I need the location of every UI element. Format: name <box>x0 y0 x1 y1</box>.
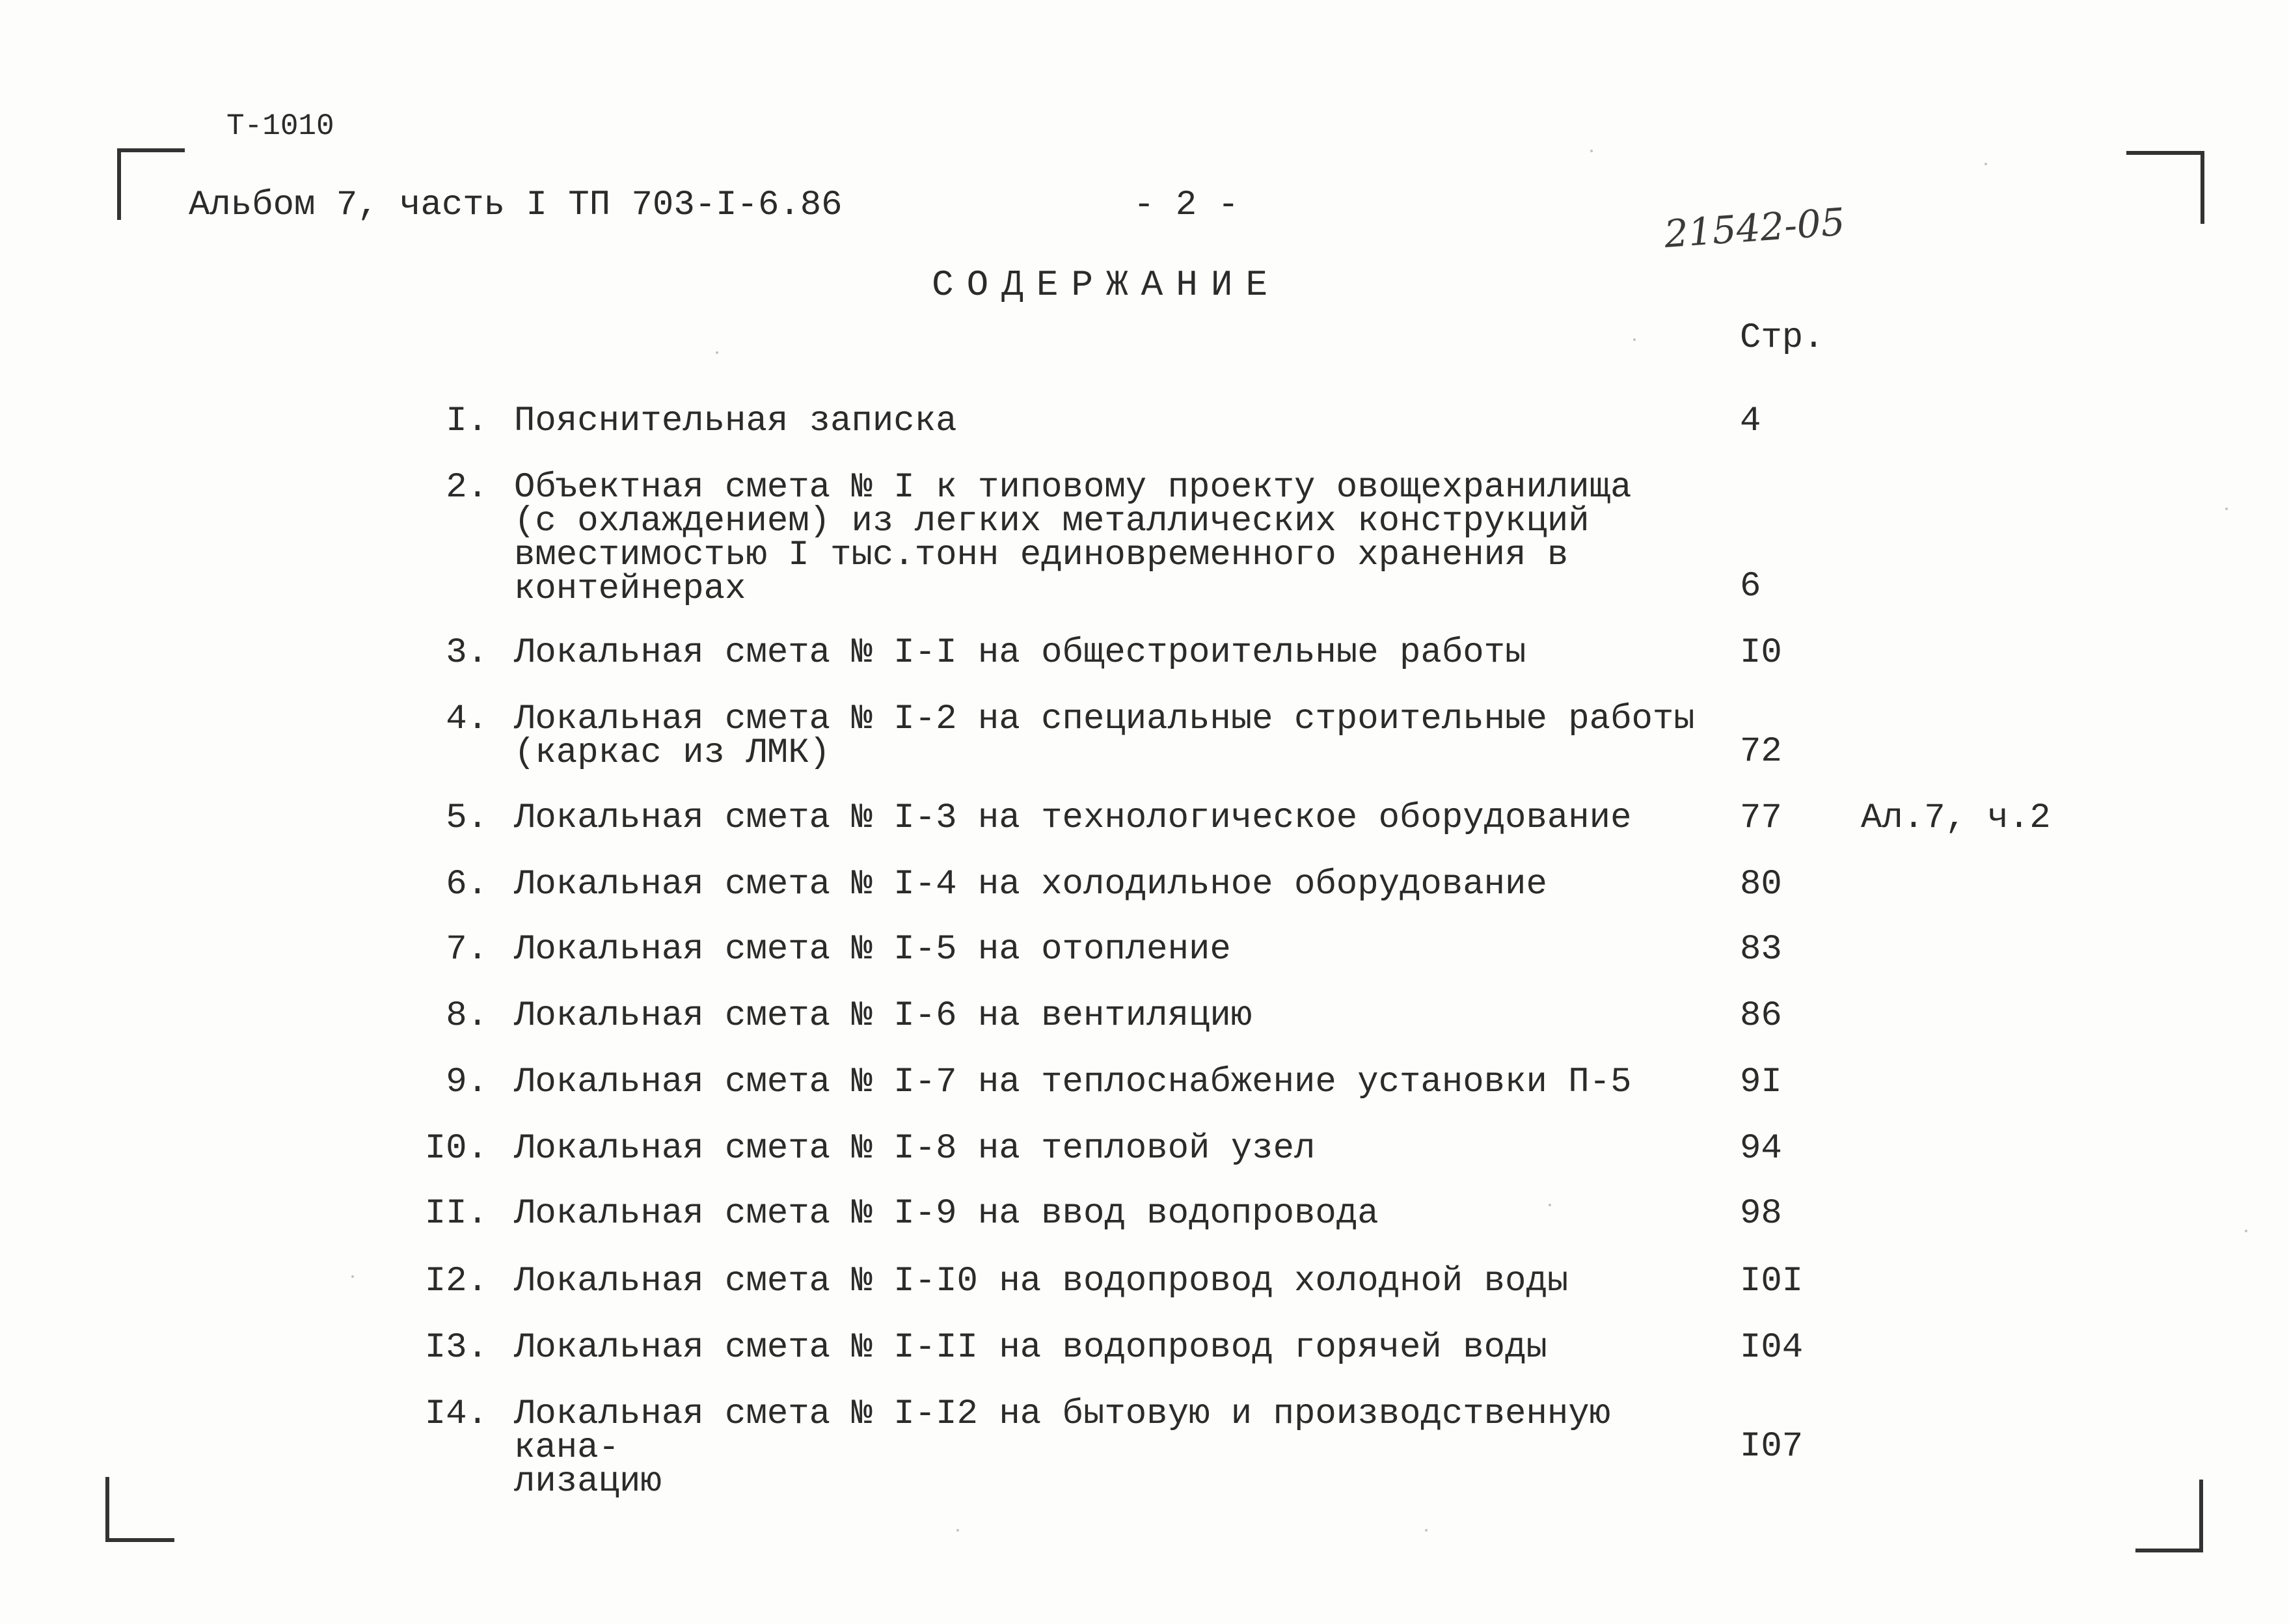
scan-speck <box>956 1529 959 1532</box>
entry-page: I04 <box>1740 1328 1804 1368</box>
page-number: - 2 - <box>1133 185 1239 225</box>
entry-number: I. <box>446 401 488 441</box>
entry-title <box>514 1262 1718 1301</box>
entry-title-line: Локальная смета № I-8 на тепловой узел <box>514 1129 1316 1169</box>
corner-mark-top-right-v <box>2201 151 2204 224</box>
entry-number: 7. <box>446 930 488 969</box>
entry-number: 4. <box>446 699 488 739</box>
entry-title-line: Локальная смета № I-2 на специальные строительные работы <box>514 699 1695 739</box>
entry-title-line: Локальная смета № I-3 на технологическое оборудование <box>514 798 1632 838</box>
scan-speck <box>1984 163 1987 165</box>
scan-speck <box>1549 1204 1551 1206</box>
corner-mark-top-left-v <box>117 148 121 220</box>
entry-number: I4. <box>424 1394 488 1434</box>
entry-title <box>514 633 1718 673</box>
corner-mark-bottom-left-v <box>105 1477 109 1542</box>
scan-speck <box>2225 508 2228 510</box>
entry-title <box>514 1328 1718 1368</box>
entry-title <box>514 1194 1718 1234</box>
entry-page: 94 <box>1740 1129 1782 1169</box>
entry-title-line: вместимостью I тыс.тонн единовременного хранения в <box>514 535 1569 575</box>
corner-mark-bottom-right-v <box>2199 1480 2203 1552</box>
album-line: Альбом 7, часть I ТП 703-I-6.86 <box>189 185 843 225</box>
entry-title <box>514 996 1718 1036</box>
entry-title <box>514 401 1718 441</box>
entry-page: 98 <box>1740 1194 1782 1234</box>
entry-title-line: лизацию <box>514 1462 662 1502</box>
entry-title-line: Локальная смета № I-6 на вентиляцию <box>514 996 1253 1036</box>
entry-page: 4 <box>1740 401 1761 441</box>
entry-page: 80 <box>1740 865 1782 904</box>
entry-title-line: Объектная смета № I к типовому проекту овощехранилища <box>514 468 1632 508</box>
entry-page: 9I <box>1740 1062 1782 1102</box>
entry-page: 86 <box>1740 996 1782 1036</box>
entry-page: I0 <box>1740 633 1782 673</box>
entry-page: 83 <box>1740 930 1782 969</box>
entry-title <box>514 468 1718 609</box>
entry-title <box>514 1062 1718 1102</box>
entry-title-line: (с охлаждением) из легких металлических конструкций <box>514 502 1590 541</box>
scan-speck <box>716 351 718 354</box>
entry-title <box>514 699 1718 773</box>
page-column-header: Стр. <box>1740 318 1824 358</box>
entry-title-line: Локальная смета № I-7 на теплоснабжение установки П-5 <box>514 1062 1632 1102</box>
entry-page: I07 <box>1740 1427 1804 1467</box>
entry-title <box>514 798 1718 838</box>
entry-page: 72 <box>1740 732 1782 772</box>
entry-title <box>514 1394 1718 1502</box>
entry-number: 8. <box>446 996 488 1036</box>
entry-number: 3. <box>446 633 488 673</box>
entry-title-line: Пояснительная записка <box>514 401 957 441</box>
entry-title <box>514 930 1718 969</box>
entry-title-line: Локальная смета № I-4 на холодильное оборудование <box>514 865 1547 904</box>
entry-number: I2. <box>424 1262 488 1301</box>
scan-speck <box>1590 150 1593 152</box>
entry-title-line: Локальная смета № I-II на водопровод горячей воды <box>514 1328 1547 1368</box>
entry-title-line: Локальная смета № I-I2 на бытовую и производственную кана- <box>514 1394 1611 1468</box>
entry-title-line: Локальная смета № I-9 на ввод водопровода <box>514 1194 1379 1234</box>
entry-number: 6. <box>446 865 488 904</box>
entry-title-line: Локальная смета № I-I на общестроительные работы <box>514 633 1526 673</box>
entry-page: I0I <box>1740 1262 1804 1301</box>
entry-note: Ал.7, ч.2 <box>1861 798 2051 838</box>
entry-title <box>514 1129 1718 1169</box>
corner-mark-bottom-left-h <box>105 1538 174 1542</box>
scan-speck <box>351 1275 354 1278</box>
entry-number: 2. <box>446 468 488 508</box>
entry-title-line: Локальная смета № I-I0 на водопровод холодной воды <box>514 1262 1569 1301</box>
page-title: СОДЕРЖАНИЕ <box>932 264 1281 306</box>
corner-mark-top-right-h <box>2126 151 2204 155</box>
scan-speck <box>1633 338 1636 341</box>
document-code: Т-1010 <box>226 109 334 143</box>
entry-title-line: Локальная смета № I-5 на отопление <box>514 930 1231 969</box>
entry-number: I0. <box>424 1129 488 1169</box>
entry-number: II. <box>424 1194 488 1234</box>
entry-title-line: (каркас из ЛМК) <box>514 733 831 773</box>
entry-number: I3. <box>424 1328 488 1368</box>
entry-number: 9. <box>446 1062 488 1102</box>
entry-page: 77 <box>1740 798 1782 838</box>
scan-speck <box>1425 1529 1428 1532</box>
corner-mark-top-left-h <box>117 148 185 152</box>
entry-title <box>514 865 1718 904</box>
corner-mark-bottom-right-h <box>2135 1549 2203 1552</box>
entry-page: 6 <box>1740 567 1761 606</box>
entry-number: 5. <box>446 798 488 838</box>
entry-title-line: контейнерах <box>514 569 746 609</box>
handwritten-number: 21542-05 <box>1662 199 1847 256</box>
scan-speck <box>2245 1230 2247 1232</box>
